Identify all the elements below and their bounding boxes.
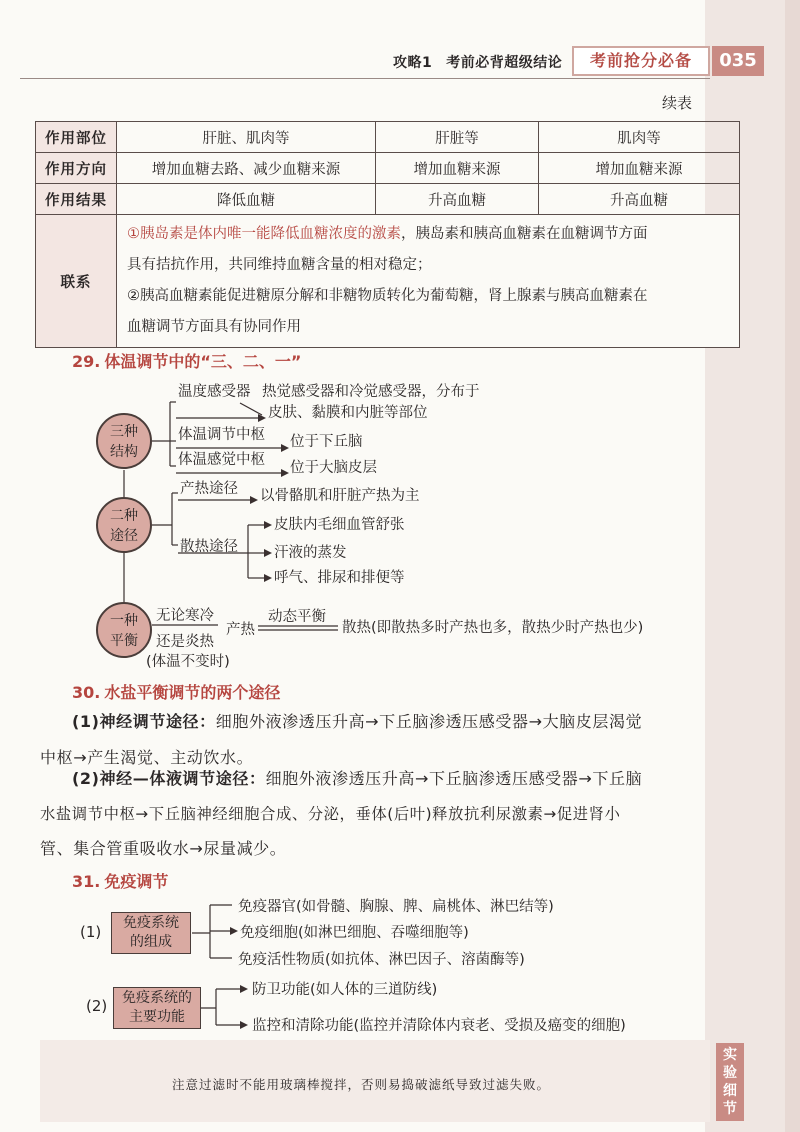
page-number: 035: [712, 46, 764, 76]
receptor-desc-2: 皮肤、黏膜和内脏等部位: [268, 405, 428, 421]
immune-function-box: 免疫系统的 主要功能: [113, 987, 201, 1029]
table-cell: 肝脏等: [376, 122, 539, 153]
receptor-label: 温度感受器: [178, 384, 251, 400]
one-balance-circle: 一种 平衡: [96, 602, 152, 658]
table-cell: 降低血糖: [117, 184, 376, 215]
row-header: 作用结果: [36, 184, 117, 215]
section-31-title: 31. 免疫调节: [72, 872, 169, 891]
balance-result: 散热(即散热多时产热也多，散热少时产热也少): [342, 620, 644, 636]
three-structures-circle: 三种 结构: [96, 413, 152, 469]
header-badge: 考前抢分必备: [572, 46, 710, 76]
experiment-detail-tab: 实 验 细 节: [716, 1043, 744, 1121]
surveillance-function: 监控和清除功能(监控并清除体内衰老、受损及癌变的细胞): [252, 1018, 626, 1034]
immune-organs: 免疫器官(如骨髓、胸腺、脾、扁桃体、淋巴结等): [238, 899, 554, 915]
immune-substances: 免疫活性物质(如抗体、淋巴因子、溶菌酶等): [238, 952, 525, 968]
relation-cell: ①胰岛素是体内唯一能降低血糖浓度的激素，胰岛素和胰高血糖素在血糖调节方面 具有拮抗作用，共同维持血糖含量的相对稳定； ②胰高血糖素能促进糖原分解和非糖物质转化为葡萄糖，肾上腺素与胰高血糖素在 血糖调节方面具有协同作用: [117, 215, 740, 348]
s30-p2-line3: 管、集合管重吸收水→尿量减少。: [40, 839, 287, 858]
heat-loss-label: 散热途径: [180, 539, 238, 555]
table-cell: 升高血糖: [539, 184, 740, 215]
heat-loss-item: 汗液的蒸发: [274, 545, 347, 561]
section-29-title: 29. 体温调节中的“三、二、一”: [72, 352, 302, 371]
two-paths-circle: 二种 途径: [96, 497, 152, 553]
header-topic: 考前必背超级结论: [446, 55, 563, 71]
sense-label: 体温感觉中枢: [178, 452, 265, 468]
defense-function: 防卫功能(如人体的三道防线): [252, 982, 438, 998]
immune-cells: 免疫细胞(如淋巴细胞、吞噬细胞等): [240, 925, 469, 941]
group-2-number: (2): [86, 997, 108, 1015]
receptor-desc: 热觉感受器和冷觉感受器，分布于: [262, 384, 480, 400]
s30-p2-line2: 水盐调节中枢→下丘脑神经细胞合成、分泌，垂体(后叶)释放抗利尿激素→促进肾小: [40, 805, 621, 823]
heat-production-desc: 以骨骼肌和肝脏产热为主: [260, 488, 420, 504]
s30-p1-line1: (1)神经调节途径：细胞外液渗透压升高→下丘脑渗透压感受器→大脑皮层渴觉: [72, 712, 643, 731]
s30-p2-line1: (2)神经—体液调节途径：细胞外液渗透压升高→下丘脑渗透压感受器→下丘脑: [72, 769, 643, 788]
balance-cold: 无论寒冷: [156, 608, 214, 624]
group-1-number: (1): [80, 923, 102, 941]
s30-p1-line2: 中枢→产生渴觉、主动饮水。: [40, 748, 254, 767]
table-cell: 增加血糖来源: [376, 153, 539, 184]
table-cell: 肝脏、肌肉等: [117, 122, 376, 153]
immune-composition-box: 免疫系统 的组成: [111, 912, 191, 954]
center-label: 体温调节中枢: [178, 427, 265, 443]
section-30-title: 30. 水盐平衡调节的两个途径: [72, 683, 281, 702]
row-header: 作用部位: [36, 122, 117, 153]
table-cell: 升高血糖: [376, 184, 539, 215]
balance-constant: (体温不变时): [146, 654, 230, 670]
continued-label: 续表: [662, 94, 693, 112]
table-cell: 增加血糖去路、减少血糖来源: [117, 153, 376, 184]
row-header: 作用方向: [36, 153, 117, 184]
balance-hot: 还是炎热: [156, 634, 214, 650]
balance-production: 产热: [226, 622, 255, 638]
sense-desc: 位于大脑皮层: [290, 460, 377, 476]
heat-production-label: 产热途径: [180, 481, 238, 497]
table-cell: 增加血糖来源: [539, 153, 740, 184]
table-cell: 肌肉等: [539, 122, 740, 153]
footer-tip: 注意过滤时不能用玻璃棒搅拌，否则易捣破滤纸导致过滤失败。: [172, 1077, 551, 1092]
balance-dynamic: 动态平衡: [268, 609, 326, 625]
row-header: 联系: [36, 215, 117, 348]
header-strategy: 攻略1: [393, 55, 433, 71]
center-desc: 位于下丘脑: [290, 434, 363, 450]
heat-loss-item: 呼气、排尿和排便等: [274, 570, 405, 586]
relation-highlight: ①胰岛素是体内唯一能降低血糖浓度的激素: [127, 226, 401, 242]
heat-loss-item: 皮肤内毛细血管舒张: [274, 517, 405, 533]
